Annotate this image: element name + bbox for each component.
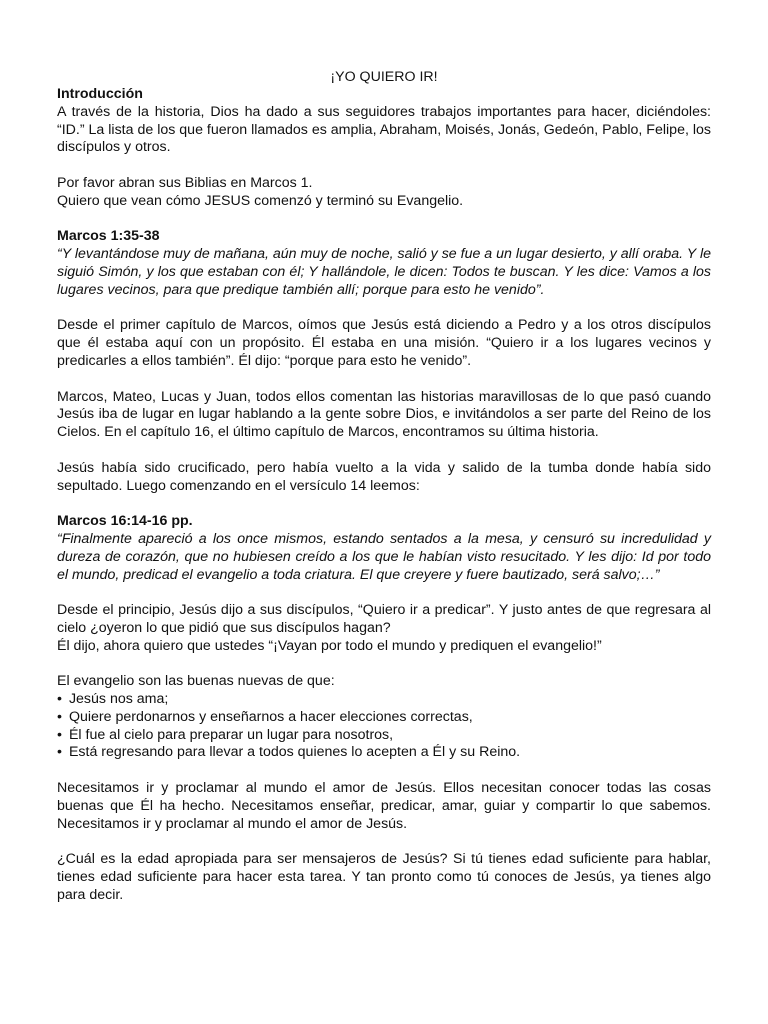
document-title: ¡YO QUIERO IR! xyxy=(330,69,438,85)
paragraph-purpose: Desde el primer capítulo de Marcos, oímos que Jesús está diciendo a Pedro y a los otros discípulos que él estaba aquí con un propósito. Él estaba en una misión. “Quiero ir a los lugares vecinos y predicarles a ellos también”. Él dijo: “porque para esto he venido”. xyxy=(57,317,711,369)
paragraph-preach-line-2: Él dijo, ahora quiero que ustedes “¡Vayan por todo el mundo y prediquen el evangelio!” xyxy=(57,637,602,654)
spacer xyxy=(57,584,711,602)
list-item-text: Jesús nos ama; xyxy=(68,691,169,708)
paragraph-age: ¿Cuál es la edad apropiada para ser mensajeros de Jesús? Si tú tienes edad suficiente para hablar, tienes edad suficiente para hacer esta tarea. Y tan pronto como tú conoces de Jesús, ya tienes algo para decir. xyxy=(57,851,711,903)
list-item-text: Está regresando para llevar a todos quienes lo acepten a Él y su Reino. xyxy=(68,744,521,761)
intro-heading: Introducción xyxy=(57,86,143,102)
list-item xyxy=(57,727,711,745)
list-item xyxy=(57,709,711,727)
list-item-text: Quiere perdonarnos y enseñarnos a hacer elecciones correctas, xyxy=(68,708,473,725)
bibles-instruction-line-2: Quiero que vean cómo JESUS comenzó y terminó su Evangelio. xyxy=(57,192,464,209)
scripture-quote-2: “Finalmente apareció a los once mismos, estando sentados a la mesa, y censuró su incredulidad y dureza de corazón, que no hubiesen creído a los que le habían visto resucitado. Y les dijo: Id por todo el mundo, predicad el evangelio a toda criatura. El que creyere y fuere bautizado, será salvo;…” xyxy=(57,530,711,583)
bullet-icon: • xyxy=(57,744,62,761)
scripture-reference-2: Marcos 16:14-16 pp. xyxy=(57,513,193,530)
list-item-text: Él fue al cielo para preparar un lugar para nosotros, xyxy=(68,726,394,743)
paragraph-resurrection: Jesús había sido crucificado, pero había vuelto a la vida y salido de la tumba donde había sido sepultado. Luego comenzando en el versículo 14 leemos: xyxy=(57,459,711,494)
paragraph-preach-line-1: Desde el principio, Jesús dijo a sus discípulos, “Quiero ir a predicar”. Y justo antes de que regresara al cielo ¿oyeron lo que pidió que sus discípulos hagan? xyxy=(57,602,711,636)
spacer xyxy=(57,371,711,389)
spacer xyxy=(57,157,711,175)
list-item xyxy=(57,691,711,709)
spacer xyxy=(57,300,711,318)
bullet-icon: • xyxy=(57,691,62,708)
gospel-intro: El evangelio son las buenas nuevas de que: xyxy=(57,673,335,690)
gospel-bullet-list xyxy=(57,691,711,762)
paragraph-gospels: Marcos, Mateo, Lucas y Juan, todos ellos comentan las historias maravillosas de lo que pasó cuando Jesús iba de lugar en lugar hablando a la gente sobre Dios, e invitándolos a ser parte del Reino de los Cielos. En el capítulo 16, el último capítulo de Marcos, encontramos su última historia. xyxy=(57,388,711,441)
bullet-icon: • xyxy=(57,726,62,743)
spacer xyxy=(57,211,711,229)
paragraph-proclaim: Necesitamos ir y proclamar al mundo el amor de Jesús. Ellos necesitan conocer todas las cosas buenas que Él ha hecho. Necesitamos enseñar, predicar, amar, guiar y compartir lo que sabemos. Necesitamos ir y proclamar al mundo el amor de Jesús. xyxy=(57,780,711,832)
scripture-quote-1: “Y levantándose muy de mañana, aún muy de noche, salió y se fue a un lugar desierto, y allí oraba. Y le siguió Simón, y los que estaban con él; Y hallándole, le dicen: Todos te buscan. Y les dice: Vamos a los lugares vecinos, para que predique también allí; porque para esto he venido”. xyxy=(57,246,711,298)
list-item xyxy=(57,744,711,762)
spacer xyxy=(57,762,711,780)
intro-paragraph: A través de la historia, Dios ha dado a sus seguidores trabajos importantes para hacer, diciéndoles: “ID.” La lista de los que fueron llamados es amplia, Abraham, Moisés, Jonás, Gedeón, Pablo, Felipe, los discípulos y otros. xyxy=(57,103,711,156)
spacer xyxy=(57,833,711,851)
spacer xyxy=(57,656,711,674)
spacer xyxy=(57,495,711,513)
bullet-icon: • xyxy=(57,708,62,725)
bibles-instruction-line-1: Por favor abran sus Biblias en Marcos 1. xyxy=(57,174,313,191)
spacer xyxy=(57,442,711,460)
scripture-reference-1: Marcos 1:35-38 xyxy=(57,228,160,245)
